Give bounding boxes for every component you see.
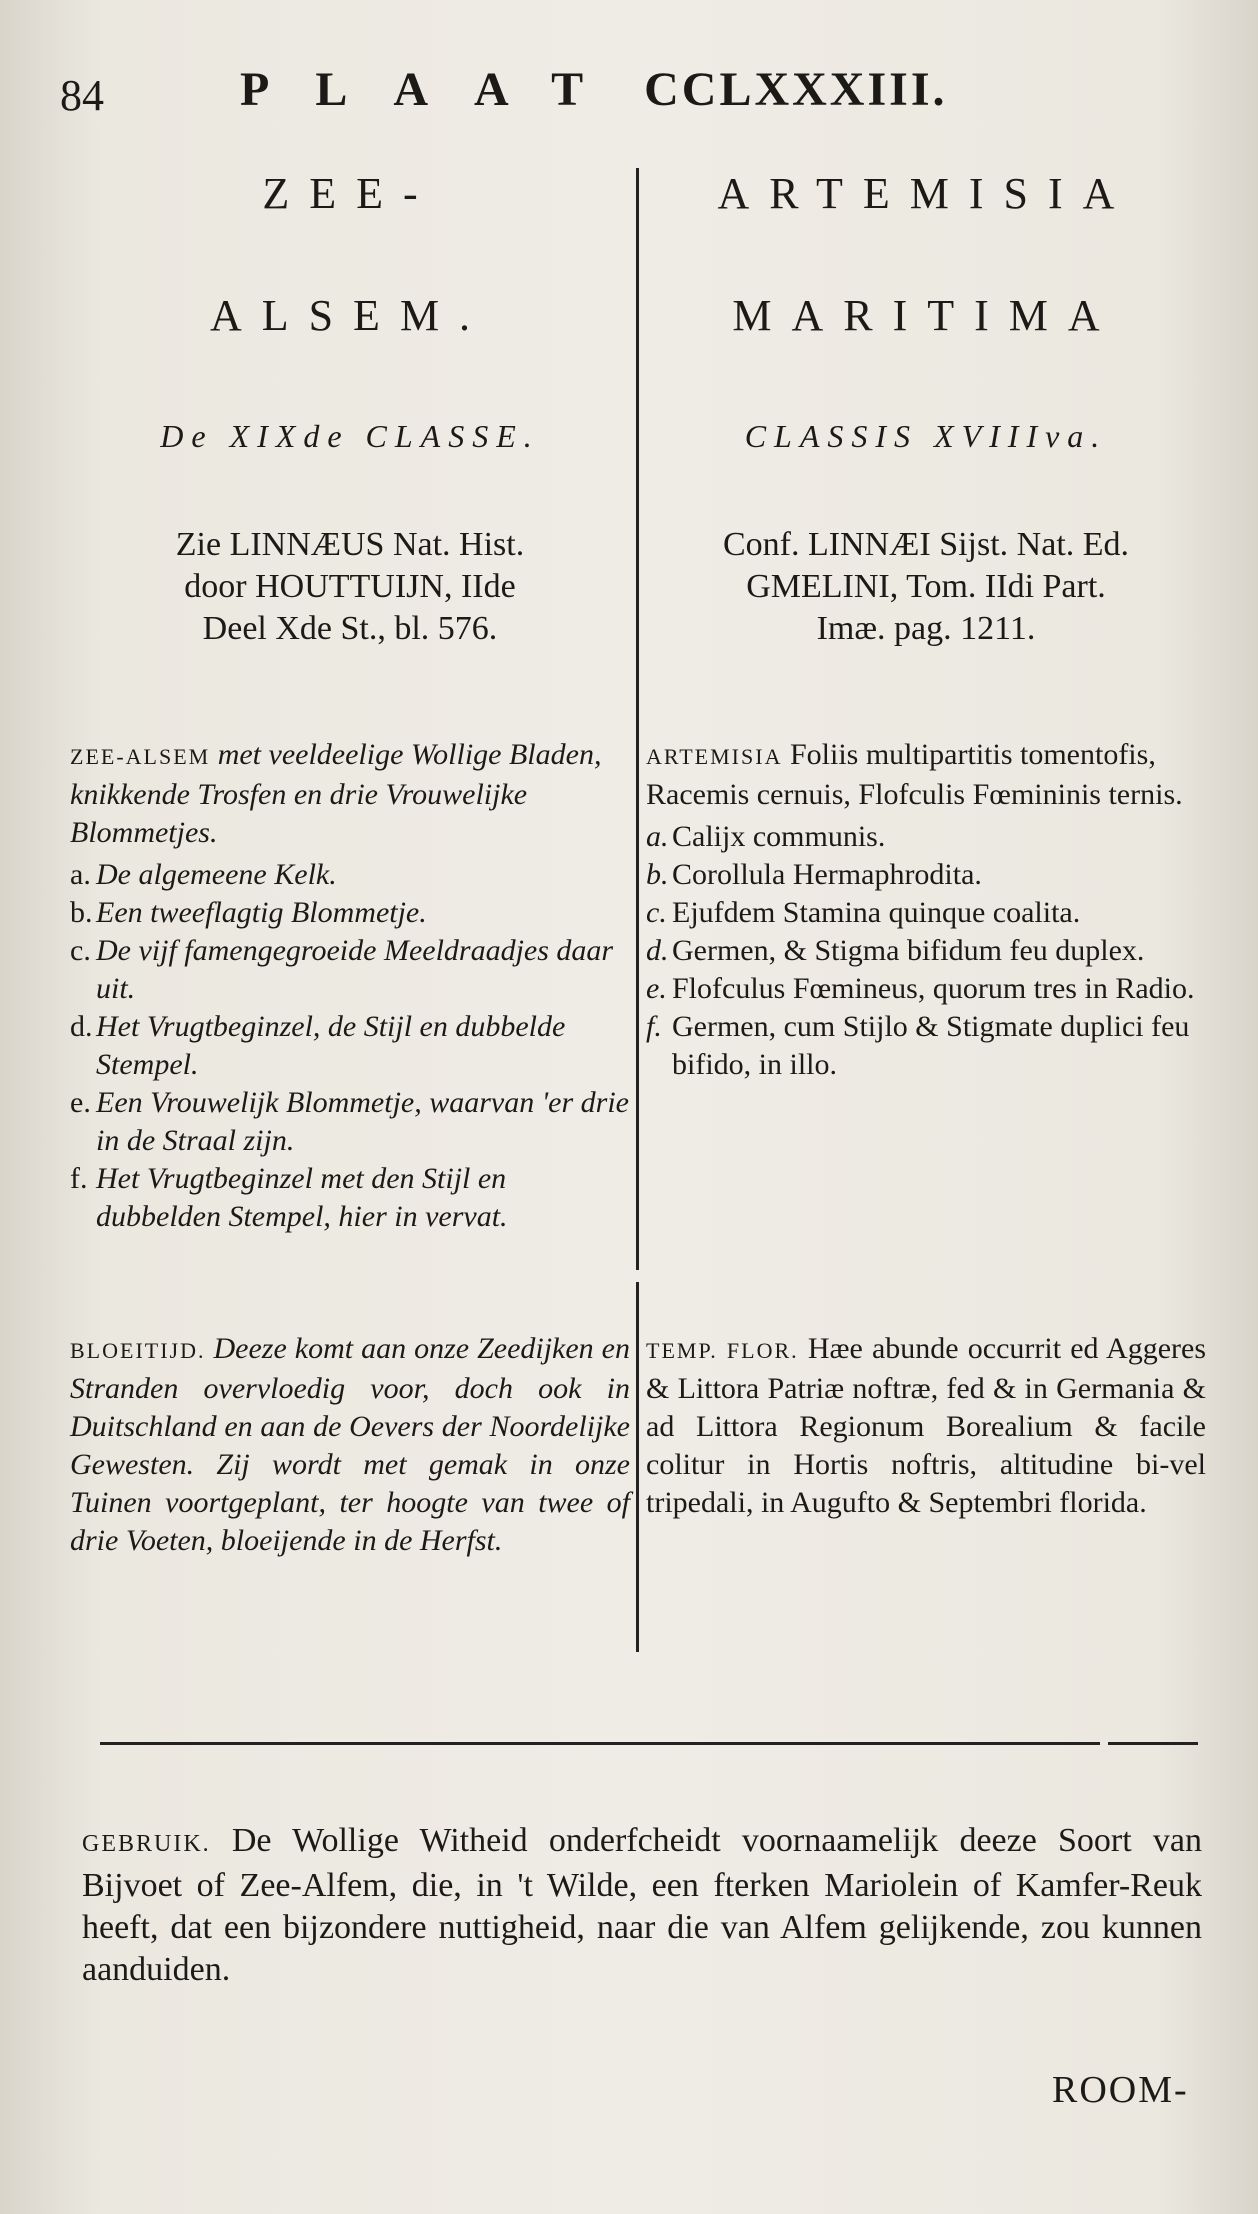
dutch-title-line2: ALSEM. <box>209 291 491 340</box>
dutch-reference <box>70 524 630 650</box>
latin-flowering-time <box>646 1330 1206 1522</box>
dutch-title-line1: ZEE- <box>262 169 438 218</box>
dutch-desc-text: met veeldeelige Wollige Bladen, knikkende Trosfen en drie Vrouwelijke Blommetjes. <box>70 738 602 849</box>
dutch-ref-line3: Deel Xde St., bl. 576. <box>202 610 498 647</box>
plate-numeral: CCLXXXIII. <box>644 63 948 116</box>
dutch-ref-line1: Zie LINNÆUS Nat. Hist. <box>175 526 525 563</box>
dutch-item-f: f. Het Vrugtbeginzel met den Stijl en dubbelden Stempel, hier in vervat. <box>70 1162 508 1233</box>
latin-ref-line1: Conf. LINNÆI Sijst. Nat. Ed. <box>722 526 1130 563</box>
column-divider-top <box>636 168 639 1270</box>
section-rule <box>100 1742 1100 1745</box>
dutch-flowering-time <box>70 1330 630 1560</box>
temp-flor-text: Hæe abunde occurrit ed Aggeres & Littora Patriæ noftræ, fed & in Germania & ad Littora Regionum Borealium & facile colitur in Hortis noftris, altitudine bi-vel tripedali, in Augufto & Septembri florida. <box>646 1332 1206 1519</box>
dutch-desc-label: ZEE-ALSEM <box>70 744 211 769</box>
page-number: 84 <box>60 71 104 120</box>
bloeitijd-label: BLOEITIJD. <box>70 1338 206 1363</box>
latin-reference <box>646 524 1206 650</box>
latin-ref-line2: GMELINI, Tom. IIdi Part. <box>746 568 1106 605</box>
latin-item-e: e. Flofculus Fœmineus, quorum tres in Radio. <box>646 972 1195 1005</box>
column-divider-bottom <box>636 1282 639 1652</box>
dutch-item-a: a. De algemeene Kelk. <box>70 858 337 891</box>
running-header <box>240 62 948 117</box>
latin-ref-line3: Imæ. pag. 1211. <box>816 610 1036 647</box>
dutch-class: De XIXde CLASSE. <box>160 418 540 454</box>
bloeitijd-text: Deeze komt aan onze Zeedijken en Stranden overvloedig voor, doch ook in Duitschland en aan de Oevers der Noordelijke Gewesten. Zij wordt met gemak in onze Tuinen voortgeplant, ter hoogte van twee of drie Voeten, bloeijende in de Herfst. <box>70 1332 630 1557</box>
dutch-description <box>70 736 630 1236</box>
dutch-item-b: b. Een tweeflagtig Blommetje. <box>70 896 427 929</box>
latin-item-b: b. Corollula Hermaphrodita. <box>646 858 982 891</box>
latin-title-line2: MARITIMA <box>732 291 1120 340</box>
dutch-item-d: d. Het Vrugtbeginzel, de Stijl en dubbelde Stempel. <box>70 1010 566 1081</box>
temp-flor-label: TEMP. FLOR. <box>646 1338 799 1363</box>
dutch-ref-line2: door HOUTTUIJN, IIde <box>184 568 516 605</box>
catchword: ROOM- <box>1052 2069 1189 2111</box>
gebruik-text: De Wollige Witheid onderfcheidt voornaamelijk deeze Soort van Bijvoet of Zee-Alfem, die, in 't Wilde, een fterken Mariolein of Kamfer-Reuk heeft, dat een bijzondere nuttigheid, naar die van Alfem gelijkende, zou kunnen aanduiden. <box>82 1822 1202 1988</box>
dutch-item-c: c. De vijf famengegroeide Meeldraadjes daar uit. <box>70 934 614 1005</box>
latin-item-a: a. Calijx communis. <box>646 820 886 853</box>
latin-class: CLASSIS XVIIIva. <box>744 418 1108 454</box>
latin-item-d: d. Germen, & Stigma bifidum feu duplex. <box>646 934 1145 967</box>
gebruik-label: GEBRUIK. <box>82 1831 211 1857</box>
latin-title-line1: ARTEMISIA <box>717 169 1135 218</box>
latin-item-f: f. Germen, cum Stijlo & Stigmate duplici feu bifido, in illo. <box>646 1010 1190 1081</box>
latin-item-c: c. Ejufdem Stamina quinque coalita. <box>646 896 1081 929</box>
latin-description <box>646 736 1206 1084</box>
plate-label: PLAAT <box>240 63 630 116</box>
usage-paragraph <box>82 1820 1202 1991</box>
latin-desc-text: Foliis multipartitis tomentofis, Racemis cernuis, Flofculis Fœmininis ternis. <box>646 738 1183 811</box>
latin-desc-label: ARTEMISIA <box>646 744 783 769</box>
dutch-item-e: e. Een Vrouwelijk Blommetje, waarvan 'er drie in de Straal zijn. <box>70 1086 629 1157</box>
section-rule-end <box>1108 1742 1198 1745</box>
